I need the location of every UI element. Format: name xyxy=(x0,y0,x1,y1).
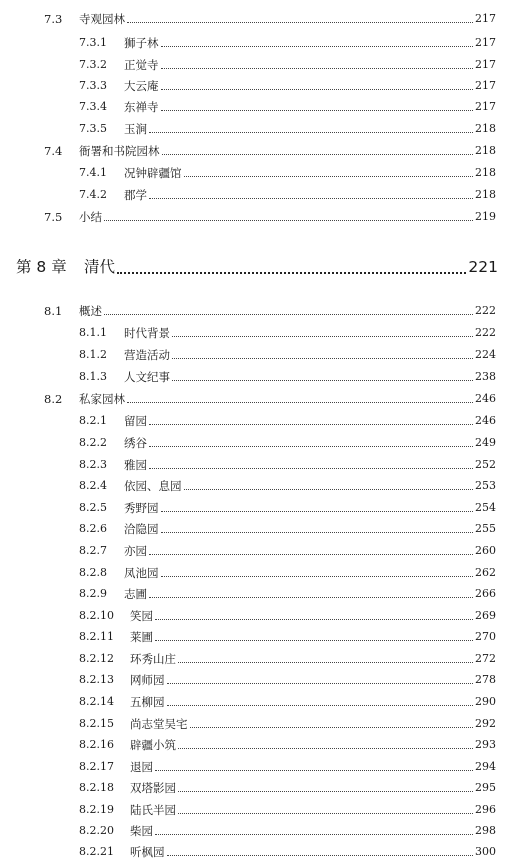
toc-entry-number: 7.3.3 xyxy=(79,79,107,92)
toc-entry-number: 8.2.6 xyxy=(79,522,107,535)
toc-entry[interactable] xyxy=(0,842,506,862)
toc-entry-number: 7.4.2 xyxy=(79,188,107,201)
toc-page-number: 218 xyxy=(475,144,496,157)
toc-dot-leader xyxy=(167,842,474,856)
toc-entry-number: 7.4.1 xyxy=(79,166,107,179)
toc-page-number: 249 xyxy=(475,436,496,449)
toc-entry-number: 8.2.3 xyxy=(79,458,107,471)
toc-page-number: 246 xyxy=(475,392,496,405)
toc-chapter-heading[interactable] xyxy=(0,256,506,276)
toc-entry-title: 时代背景 xyxy=(124,326,170,340)
toc-entry-title: 辟疆小筑 xyxy=(130,738,176,752)
toc-entry-title: 狮子林 xyxy=(124,36,159,50)
toc-page-number: 224 xyxy=(475,348,496,361)
toc-dot-leader xyxy=(117,256,466,274)
toc-entry-title: 网师园 xyxy=(130,673,165,687)
toc-entry-title: 五柳园 xyxy=(130,695,165,709)
toc-entry-number: 8.2.10 xyxy=(79,609,114,622)
toc-page-number: 254 xyxy=(475,501,496,514)
toc-entry[interactable] xyxy=(0,33,506,53)
toc-entry-number: 7.3.1 xyxy=(79,36,107,49)
toc-entry-number: 8.1.3 xyxy=(79,370,107,383)
toc-entry-title: 环秀山庄 xyxy=(130,652,176,666)
toc-dot-leader xyxy=(178,735,473,749)
toc-entry-title: 莱圃 xyxy=(130,630,153,644)
toc-page-number: 293 xyxy=(475,738,496,751)
toc-entry-number: 8.2.14 xyxy=(79,695,114,708)
toc-dot-leader xyxy=(178,778,473,792)
toc-dot-leader xyxy=(161,97,474,111)
toc-entry[interactable] xyxy=(0,207,506,227)
toc-dot-leader xyxy=(155,606,473,620)
toc-dot-leader xyxy=(184,476,474,490)
toc-dot-leader xyxy=(184,163,474,177)
toc-page-number: 217 xyxy=(475,36,496,49)
toc-entry[interactable] xyxy=(0,735,506,755)
toc-page-number: 300 xyxy=(475,845,496,858)
toc-dot-leader xyxy=(104,207,473,221)
toc-dot-leader xyxy=(149,584,473,598)
toc-entry-number: 8.2.4 xyxy=(79,479,107,492)
toc-entry-title: 柴园 xyxy=(130,824,153,838)
toc-entry-title: 尚志堂吴宅 xyxy=(130,717,188,731)
toc-page-number: 217 xyxy=(475,12,496,25)
toc-dot-leader xyxy=(155,757,473,771)
toc-dot-leader xyxy=(178,649,473,663)
toc-entry-title: 绣谷 xyxy=(124,436,147,450)
toc-entry[interactable] xyxy=(0,55,506,75)
toc-page-number: 278 xyxy=(475,673,496,686)
toc-entry-number: 8.2.11 xyxy=(79,630,114,643)
toc-dot-leader xyxy=(149,185,473,199)
toc-entry[interactable] xyxy=(0,584,506,604)
toc-entry-number: 7.3 xyxy=(44,12,63,26)
toc-entry-title: 玉涧 xyxy=(124,122,147,136)
toc-entry-title: 况钟辟疆馆 xyxy=(124,166,182,180)
toc-dot-leader xyxy=(167,692,474,706)
toc-entry-number: 8.1.1 xyxy=(79,326,107,339)
toc-dot-leader xyxy=(161,55,474,69)
toc-page-number: 246 xyxy=(475,414,496,427)
toc-page-number: 218 xyxy=(475,188,496,201)
toc-dot-leader xyxy=(162,141,474,155)
toc-entry-number: 第 8 章 xyxy=(16,258,67,276)
toc-entry-number: 8.2.18 xyxy=(79,781,114,794)
toc-dot-leader xyxy=(127,9,473,23)
toc-entry-number: 8.2.20 xyxy=(79,824,114,837)
toc-entry-title: 双塔影园 xyxy=(130,781,176,795)
toc-page-number: 292 xyxy=(475,717,496,730)
toc-page-number: 262 xyxy=(475,566,496,579)
toc-entry-number: 8.2.17 xyxy=(79,760,114,773)
toc-dot-leader xyxy=(155,627,473,641)
toc-entry[interactable] xyxy=(0,649,506,669)
toc-entry-number: 8.2.1 xyxy=(79,414,107,427)
toc-entry-title: 雅园 xyxy=(124,458,147,472)
toc-entry[interactable] xyxy=(0,757,506,777)
toc-entry[interactable] xyxy=(0,389,506,409)
toc-dot-leader xyxy=(161,33,474,47)
toc-page-number: 218 xyxy=(475,166,496,179)
toc-page-number: 221 xyxy=(468,258,498,276)
toc-entry-number: 8.2.13 xyxy=(79,673,114,686)
toc-entry-title: 衙署和书院园林 xyxy=(79,144,160,158)
toc-entry[interactable] xyxy=(0,411,506,431)
toc-page-number: 260 xyxy=(475,544,496,557)
toc-entry-number: 8.1.2 xyxy=(79,348,107,361)
toc-entry-title: 寺观园林 xyxy=(79,12,125,26)
toc-entry-number: 8.2.21 xyxy=(79,845,114,858)
toc-entry-number: 8.2.12 xyxy=(79,652,114,665)
toc-dot-leader xyxy=(161,563,474,577)
toc-entry[interactable] xyxy=(0,476,506,496)
toc-entry[interactable] xyxy=(0,519,506,539)
toc-entry-title: 私家园林 xyxy=(79,392,125,406)
toc-page-number: 219 xyxy=(475,210,496,223)
toc-entry-number: 7.3.2 xyxy=(79,58,107,71)
toc-page-number: 298 xyxy=(475,824,496,837)
toc-dot-leader xyxy=(167,670,474,684)
toc-dot-leader xyxy=(149,455,473,469)
toc-entry-number: 8.2.2 xyxy=(79,436,107,449)
toc-entry-title: 听枫园 xyxy=(130,845,165,859)
toc-entry-number: 8.2 xyxy=(44,392,63,406)
toc-entry[interactable] xyxy=(0,97,506,117)
toc-entry-title: 凤池园 xyxy=(124,566,159,580)
toc-entry[interactable] xyxy=(0,627,506,647)
toc-entry-title: 退园 xyxy=(130,760,153,774)
toc-entry[interactable] xyxy=(0,345,506,365)
toc-entry[interactable] xyxy=(0,323,506,343)
toc-entry-number: 8.2.5 xyxy=(79,501,107,514)
toc-page-number: 217 xyxy=(475,58,496,71)
toc-page-number: 222 xyxy=(475,326,496,339)
toc-entry[interactable] xyxy=(0,821,506,841)
toc-dot-leader xyxy=(190,714,474,728)
toc-entry[interactable] xyxy=(0,367,506,387)
toc-entry-number: 8.2.9 xyxy=(79,587,107,600)
toc-entry-title: 留园 xyxy=(124,414,147,428)
toc-page-number: 295 xyxy=(475,781,496,794)
toc-entry-title: 东禅寺 xyxy=(124,100,159,114)
toc-page-number: 269 xyxy=(475,609,496,622)
toc-entry-title: 亦园 xyxy=(124,544,147,558)
toc-entry[interactable] xyxy=(0,185,506,205)
toc-page-number: 255 xyxy=(475,522,496,535)
toc-dot-leader xyxy=(149,541,473,555)
toc-page-number: 253 xyxy=(475,479,496,492)
toc-entry-number: 8.2.15 xyxy=(79,717,114,730)
toc-entry[interactable] xyxy=(0,692,506,712)
toc-entry-title: 陆氏半园 xyxy=(130,803,176,817)
toc-dot-leader xyxy=(161,519,474,533)
toc-entry-number: 7.3.5 xyxy=(79,122,107,135)
toc-dot-leader xyxy=(178,800,473,814)
toc-entry-title: 清代 xyxy=(84,258,116,276)
toc-entry[interactable] xyxy=(0,498,506,518)
toc-dot-leader xyxy=(155,821,473,835)
toc-entry[interactable] xyxy=(0,670,506,690)
toc-page-number: 270 xyxy=(475,630,496,643)
toc-page-number: 290 xyxy=(475,695,496,708)
toc-dot-leader xyxy=(104,301,473,315)
toc-dot-leader xyxy=(149,433,473,447)
toc-entry-title: 正觉寺 xyxy=(124,58,159,72)
toc-entry[interactable] xyxy=(0,119,506,139)
toc-page-number: 294 xyxy=(475,760,496,773)
toc-entry[interactable] xyxy=(0,433,506,453)
toc-entry[interactable] xyxy=(0,163,506,183)
toc-dot-leader xyxy=(161,76,474,90)
toc-entry-title: 郡学 xyxy=(124,188,147,202)
toc-entry-number: 7.5 xyxy=(44,210,63,224)
toc-entry[interactable] xyxy=(0,301,506,321)
toc-entry-title: 概述 xyxy=(79,304,102,318)
toc-entry-title: 志圃 xyxy=(124,587,147,601)
toc-entry[interactable] xyxy=(0,606,506,626)
toc-entry-title: 洽隐园 xyxy=(124,522,159,536)
toc-entry-title: 依园、息园 xyxy=(124,479,182,493)
toc-entry[interactable] xyxy=(0,541,506,561)
toc-entry-number: 7.3.4 xyxy=(79,100,107,113)
toc-dot-leader xyxy=(149,411,473,425)
toc-dot-leader xyxy=(149,119,473,133)
toc-entry-title: 人文纪事 xyxy=(124,370,170,384)
toc-entry-number: 8.2.16 xyxy=(79,738,114,751)
toc-dot-leader xyxy=(161,498,474,512)
toc-page-number: 272 xyxy=(475,652,496,665)
toc-page-number: 217 xyxy=(475,79,496,92)
toc-entry-title: 大云庵 xyxy=(124,79,159,93)
toc-dot-leader xyxy=(127,389,473,403)
toc-entry-number: 8.2.19 xyxy=(79,803,114,816)
toc-entry-title: 笑园 xyxy=(130,609,153,623)
toc-entry-number: 8.2.8 xyxy=(79,566,107,579)
toc-dot-leader xyxy=(172,323,473,337)
toc-entry-title: 营造活动 xyxy=(124,348,170,362)
toc-dot-leader xyxy=(172,367,473,381)
toc-entry-number: 8.1 xyxy=(44,304,63,318)
toc-dot-leader xyxy=(172,345,473,359)
toc-entry-number: 7.4 xyxy=(44,144,63,158)
toc-entry[interactable] xyxy=(0,141,506,161)
toc-page-number: 296 xyxy=(475,803,496,816)
toc-entry[interactable] xyxy=(0,455,506,475)
toc-entry[interactable] xyxy=(0,778,506,798)
toc-entry-title: 秀野园 xyxy=(124,501,159,515)
toc-entry[interactable] xyxy=(0,563,506,583)
toc-page-number: 238 xyxy=(475,370,496,383)
toc-page-number: 218 xyxy=(475,122,496,135)
toc-page-number: 266 xyxy=(475,587,496,600)
toc-entry[interactable] xyxy=(0,800,506,820)
toc-entry-number: 8.2.7 xyxy=(79,544,107,557)
toc-page-number: 252 xyxy=(475,458,496,471)
toc-page-number: 217 xyxy=(475,100,496,113)
toc-page-number: 222 xyxy=(475,304,496,317)
toc-entry[interactable] xyxy=(0,714,506,734)
toc-entry[interactable] xyxy=(0,76,506,96)
toc-entry[interactable] xyxy=(0,9,506,29)
toc-entry-title: 小结 xyxy=(79,210,102,224)
